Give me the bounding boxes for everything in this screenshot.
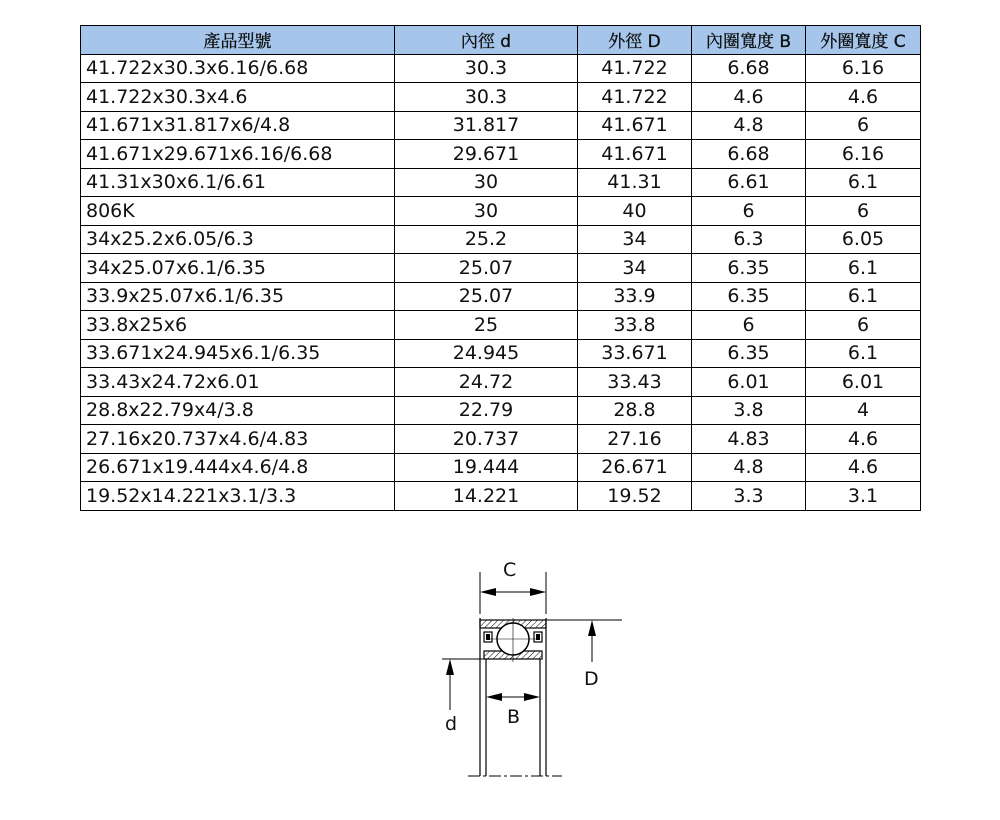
label-b: B — [507, 706, 521, 728]
table-row — [81, 311, 921, 340]
inner-diameter-cell: 30 — [395, 197, 578, 226]
outer-diameter-cell: 34 — [578, 254, 692, 283]
left-seal-core — [486, 634, 490, 640]
inner-ring-width-cell: 6.3 — [692, 225, 806, 254]
table-row — [81, 168, 921, 197]
inner-diameter-cell: 14.221 — [395, 482, 578, 511]
table-row — [81, 396, 921, 425]
inner-ring-width-cell: 4.8 — [692, 111, 806, 140]
inner-ring-width-cell: 4.8 — [692, 453, 806, 482]
model-cell: 33.9x25.07x6.1/6.35 — [81, 282, 395, 311]
outer-diameter-cell: 41.722 — [578, 54, 692, 83]
outer-ring-width-cell: 4.6 — [806, 453, 921, 482]
table-row — [81, 254, 921, 283]
outer-diameter-cell: 19.52 — [578, 482, 692, 511]
width-c-dimension — [480, 559, 546, 614]
model-cell: 33.43x24.72x6.01 — [81, 368, 395, 397]
outer-ring-width-cell: 6.01 — [806, 368, 921, 397]
inner-diameter-cell: 24.945 — [395, 339, 578, 368]
label-c: C — [503, 559, 517, 581]
outer-diameter-cell: 41.671 — [578, 111, 692, 140]
outer-ring-width-cell: 6 — [806, 311, 921, 340]
model-cell: 26.671x19.444x4.6/4.8 — [81, 453, 395, 482]
table-row — [81, 140, 921, 169]
model-cell: 806K — [81, 197, 395, 226]
inner-diameter-cell: 24.72 — [395, 368, 578, 397]
inner-ring-width-cell: 6.68 — [692, 54, 806, 83]
outer-diameter-cell: 27.16 — [578, 425, 692, 454]
table-row — [81, 54, 921, 83]
outer-ring-width-cell: 4 — [806, 396, 921, 425]
table-row — [81, 339, 921, 368]
table-row — [81, 368, 921, 397]
inner-diameter-cell: 30.3 — [395, 54, 578, 83]
outer-ring-width-cell: 6 — [806, 197, 921, 226]
outer-diameter-cell: 34 — [578, 225, 692, 254]
inner-ring-width-cell: 3.3 — [692, 482, 806, 511]
model-cell: 41.722x30.3x4.6 — [81, 83, 395, 112]
outer-diameter-cell: 40 — [578, 197, 692, 226]
table-row — [81, 425, 921, 454]
outer-diameter-cell: 41.31 — [578, 168, 692, 197]
inner-diameter-cell: 25.2 — [395, 225, 578, 254]
inner-diameter-cell: 30.3 — [395, 83, 578, 112]
inner-diameter-cell: 31.817 — [395, 111, 578, 140]
table-row — [81, 225, 921, 254]
table-row — [81, 83, 921, 112]
outer-diameter-cell: 41.722 — [578, 83, 692, 112]
inner-ring-width-cell: 4.83 — [692, 425, 806, 454]
inner-diameter-cell: 20.737 — [395, 425, 578, 454]
outer-ring-width-cell: 6.16 — [806, 140, 921, 169]
inner-diameter-cell: 19.444 — [395, 453, 578, 482]
model-cell: 41.722x30.3x6.16/6.68 — [81, 54, 395, 83]
table-header-row — [81, 26, 921, 55]
outer-diameter-d-dimension — [546, 620, 622, 690]
table-row — [81, 111, 921, 140]
outer-ring-width-cell: 6 — [806, 111, 921, 140]
header-inner-diameter: 內徑 d — [395, 26, 578, 55]
inner-ring-width-cell: 6.35 — [692, 282, 806, 311]
table-row — [81, 197, 921, 226]
model-cell: 33.671x24.945x6.1/6.35 — [81, 339, 395, 368]
header-outer-diameter: 外徑 D — [578, 26, 692, 55]
inner-ring-width-cell: 6.35 — [692, 254, 806, 283]
label-d-outer: D — [584, 668, 599, 690]
inner-diameter-cell: 29.671 — [395, 140, 578, 169]
model-cell: 28.8x22.79x4/3.8 — [81, 396, 395, 425]
outer-ring-width-cell: 3.1 — [806, 482, 921, 511]
inner-ring-width-cell: 6 — [692, 197, 806, 226]
outer-diameter-cell: 26.671 — [578, 453, 692, 482]
inner-diameter-cell: 25 — [395, 311, 578, 340]
inner-diameter-d-dimension — [442, 659, 484, 735]
outer-diameter-cell: 33.671 — [578, 339, 692, 368]
inner-diameter-cell: 30 — [395, 168, 578, 197]
inner-ring-width-cell: 6.01 — [692, 368, 806, 397]
model-cell: 19.52x14.221x3.1/3.3 — [81, 482, 395, 511]
outer-diameter-cell: 33.8 — [578, 311, 692, 340]
outer-ring-width-cell: 6.1 — [806, 168, 921, 197]
inner-ring-width-cell: 6 — [692, 311, 806, 340]
outer-ring-width-cell: 6.1 — [806, 254, 921, 283]
inner-ring-width-cell: 6.35 — [692, 339, 806, 368]
header-inner-ring-width: 內圈寬度 B — [692, 26, 806, 55]
width-b-dimension — [486, 693, 540, 728]
model-cell: 27.16x20.737x4.6/4.83 — [81, 425, 395, 454]
table-row — [81, 482, 921, 511]
model-cell: 41.671x29.671x6.16/6.68 — [81, 140, 395, 169]
inner-ring-width-cell: 4.6 — [692, 83, 806, 112]
inner-ring-width-cell: 6.61 — [692, 168, 806, 197]
header-model: 產品型號 — [81, 26, 395, 55]
outer-diameter-cell: 33.43 — [578, 368, 692, 397]
model-cell: 34x25.2x6.05/6.3 — [81, 225, 395, 254]
table-row — [81, 453, 921, 482]
inner-ring-width-cell: 6.68 — [692, 140, 806, 169]
outer-diameter-cell: 33.9 — [578, 282, 692, 311]
bearing-spec-table — [80, 25, 921, 511]
outer-diameter-cell: 41.671 — [578, 140, 692, 169]
inner-ring-width-cell: 3.8 — [692, 396, 806, 425]
outer-ring-width-cell: 6.1 — [806, 339, 921, 368]
label-d-inner: d — [445, 713, 458, 735]
model-cell: 41.31x30x6.1/6.61 — [81, 168, 395, 197]
outer-ring-width-cell: 6.05 — [806, 225, 921, 254]
inner-diameter-cell: 22.79 — [395, 396, 578, 425]
header-outer-ring-width: 外圈寬度 C — [806, 26, 921, 55]
outer-ring-width-cell: 4.6 — [806, 425, 921, 454]
right-seal-core — [536, 634, 540, 640]
model-cell: 41.671x31.817x6/4.8 — [81, 111, 395, 140]
outer-ring-width-cell: 6.1 — [806, 282, 921, 311]
model-cell: 34x25.07x6.1/6.35 — [81, 254, 395, 283]
model-cell: 33.8x25x6 — [81, 311, 395, 340]
table-body — [81, 54, 921, 510]
bearing-cross-section-diagram — [430, 552, 630, 782]
outer-ring-width-cell: 6.16 — [806, 54, 921, 83]
table-row — [81, 282, 921, 311]
outer-diameter-cell: 28.8 — [578, 396, 692, 425]
inner-diameter-cell: 25.07 — [395, 254, 578, 283]
outer-ring-width-cell: 4.6 — [806, 83, 921, 112]
inner-diameter-cell: 25.07 — [395, 282, 578, 311]
